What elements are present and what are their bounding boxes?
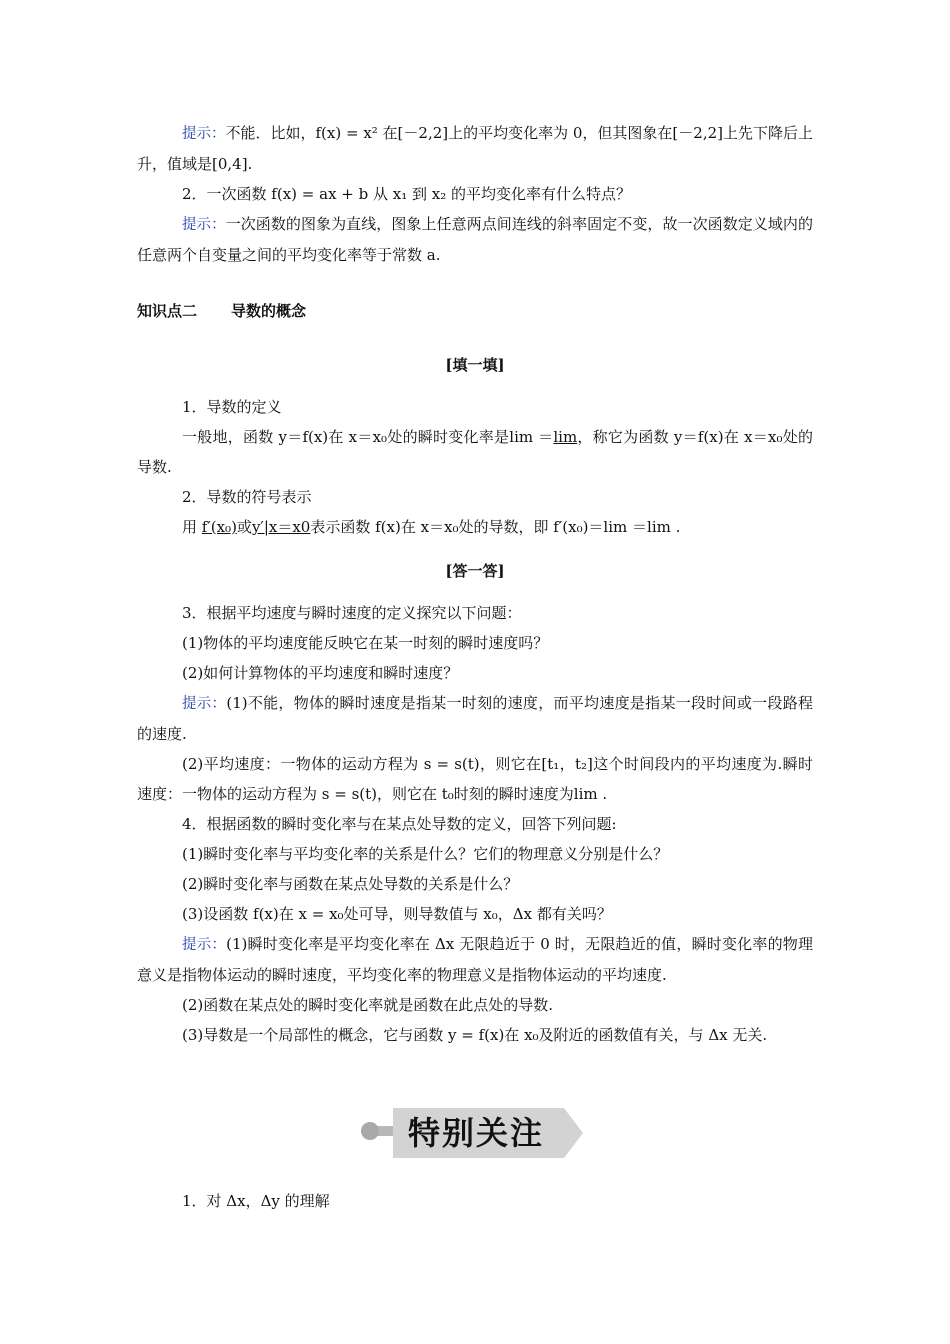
answer-heading: [答一答] xyxy=(445,562,505,580)
fill-blank: f′(x₀) xyxy=(201,518,237,536)
question-4: 4．根据函数的瞬时变化率与在某点处导数的定义，回答下列问题: xyxy=(182,815,617,833)
question-4-3: (3)设函数 f(x)在 x = x₀处可导，则导数值与 x₀，Δx 都有关吗？ xyxy=(182,905,612,923)
fill-heading: [填一填] xyxy=(445,356,505,374)
document-page xyxy=(137,118,813,1216)
attention-item-1: 1．对 Δx，Δy 的理解 xyxy=(182,1192,330,1210)
fill-blank: lim xyxy=(553,428,578,446)
section-label: 知识点二 xyxy=(137,302,198,320)
hint-paragraph-3 xyxy=(137,688,813,749)
hint-text: (1)瞬时变化率是平均变化率在 Δx 无限趋近于 0 时，无限趋近的值，瞬时变化率的物理意义是指物体运动的瞬时速度，平均变化率的物理意义是指物体运动的平均速度. xyxy=(137,935,813,984)
answer-4-2: (2)函数在某点处的瞬时变化率就是函数在此点处的导数. xyxy=(182,996,554,1014)
banner-title: 特别关注 xyxy=(408,1114,545,1152)
item-2-body: 用 f′(x₀)或y′|x＝x0表示函数 f(x)在 x＝x₀处的导数，即 f′(x₀)＝lim ＝lim . xyxy=(182,518,681,536)
answer-4-3: (3)导数是一个局部性的概念，它与函数 y = f(x)在 x₀及附近的函数值有关，与 Δx 无关. xyxy=(182,1026,768,1044)
question-4-1: (1)瞬时变化率与平均变化率的关系是什么？它们的物理意义分别是什么？ xyxy=(182,845,669,863)
hint-paragraph-2 xyxy=(137,209,813,270)
question-3: 3．根据平均速度与瞬时速度的定义探究以下问题： xyxy=(182,604,522,622)
hint-label: 提示： xyxy=(182,126,226,142)
hint-text: (1)不能，物体的瞬时速度是指某一时刻的速度，而平均速度是指某一段时间或一段路程的速度. xyxy=(137,694,813,743)
question-2: 2．一次函数 f(x) = ax + b 从 x₁ 到 x₂ 的平均变化率有什么特点？ xyxy=(182,185,632,203)
item-2-title: 2．导数的符号表示 xyxy=(182,488,312,506)
section-heading xyxy=(137,296,813,326)
hint-text: 不能．比如，f(x) = x² 在[－2,2]上的平均变化率为 0，但其图象在[－2,2]上先下降后上升，值域是[0,4]. xyxy=(137,124,813,173)
special-attention-banner xyxy=(137,1074,813,1166)
fill-blank: y′|x＝x0 xyxy=(251,518,311,536)
question-3-1: (1)物体的平均速度能反映它在某一时刻的瞬时速度吗？ xyxy=(182,634,549,652)
item-1-body: 一般地，函数 y＝f(x)在 x＝x₀处的瞬时变化率是lim ＝lim，称它为函数 y＝f(x)在 x＝x₀处的导数. xyxy=(137,428,813,476)
hint-label: 提示： xyxy=(182,217,226,233)
hint-text: 一次函数的图象为直线，图象上任意两点间连线的斜率固定不变，故一次函数定义域内的任意两个自变量之间的平均变化率等于常数 a. xyxy=(137,215,813,264)
question-4-2: (2)瞬时变化率与函数在某点处导数的关系是什么？ xyxy=(182,875,519,893)
hint-paragraph-1 xyxy=(137,118,813,179)
answer-3-2: (2)平均速度：一物体的运动方程为 s = s(t)，则它在[t₁，t₂]这个时间段内的平均速度为.瞬时速度：一物体的运动方程为 s = s(t)，则它在 t₀时刻的瞬时速度为lim . xyxy=(137,755,813,803)
banner-decor-dot xyxy=(361,1122,379,1140)
section-title: 导数的概念 xyxy=(231,302,307,320)
hint-paragraph-4 xyxy=(137,929,813,990)
question-3-2: (2)如何计算物体的平均速度和瞬时速度？ xyxy=(182,664,459,682)
item-1-title: 1．导数的定义 xyxy=(182,398,282,416)
hint-label: 提示： xyxy=(182,937,227,953)
hint-label: 提示： xyxy=(182,696,227,712)
